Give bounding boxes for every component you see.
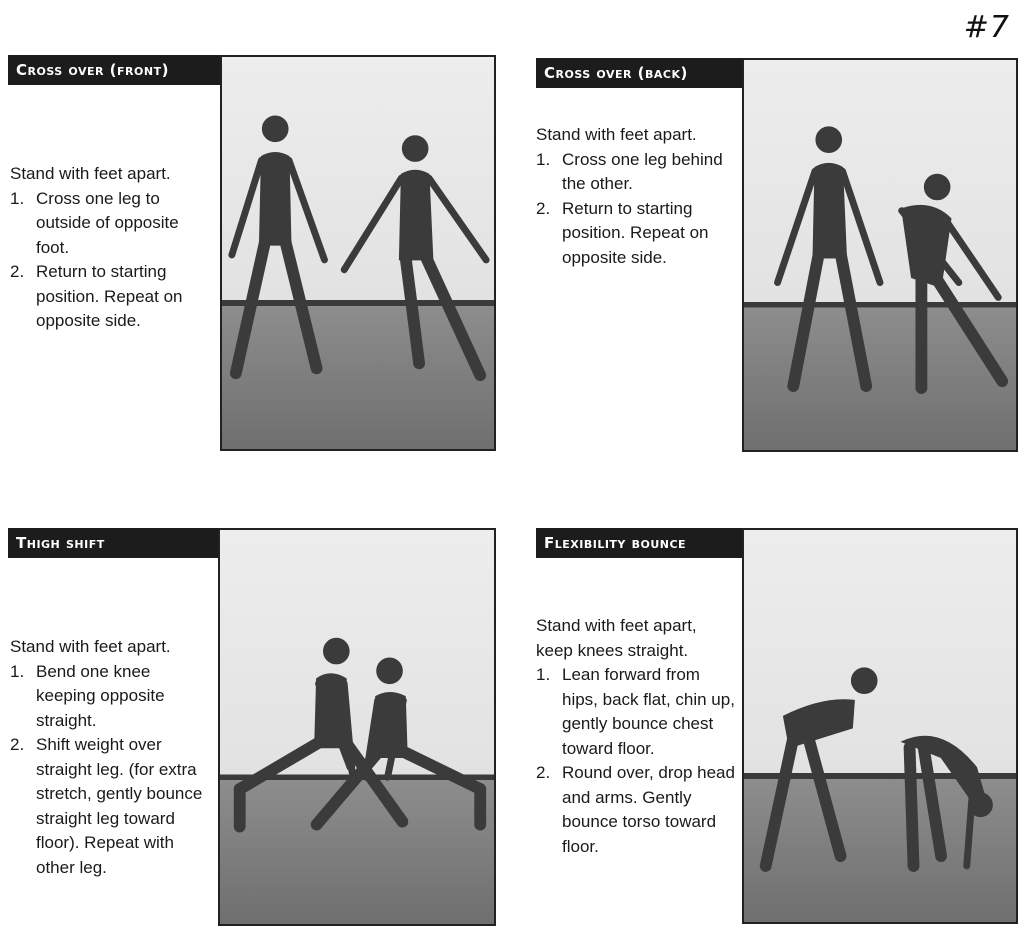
step-text: Return to starting position. Repeat on opposite side. xyxy=(562,198,709,267)
exercise-step xyxy=(10,660,210,734)
step-text: Cross one leg to outside of opposite foot. xyxy=(36,188,179,257)
step-number: 2. xyxy=(10,735,25,754)
exercise-description xyxy=(10,635,210,880)
step-text: Cross one leg behind the other. xyxy=(562,149,723,193)
exercise-intro: Stand with feet apart. xyxy=(10,164,171,183)
step-number: 1. xyxy=(536,665,551,684)
figures-illustration xyxy=(744,530,1016,922)
exercise-intro: Stand with feet apart. xyxy=(536,125,697,144)
page-number: #7 xyxy=(963,10,1010,45)
exercise-photo xyxy=(218,528,496,926)
figures-illustration xyxy=(220,530,494,924)
exercise-title: Flexibility bounce xyxy=(536,528,786,558)
exercise-title: Cross over (back) xyxy=(536,58,786,88)
exercise-steps xyxy=(10,187,212,334)
exercise-photo xyxy=(742,58,1018,452)
exercise-photo xyxy=(220,55,496,451)
exercise-step xyxy=(536,148,736,197)
step-text: Bend one knee keeping opposite straight. xyxy=(36,661,165,730)
step-text: Lean forward from hips, back flat, chin up, gently bounce chest toward floor. xyxy=(562,665,735,758)
figures-illustration xyxy=(744,60,1016,450)
exercise-description xyxy=(536,123,736,270)
exercise-step xyxy=(10,260,212,334)
exercise-step xyxy=(536,197,736,271)
step-number: 2. xyxy=(536,198,551,218)
exercise-steps xyxy=(536,663,736,859)
exercise-steps xyxy=(536,148,736,271)
step-number: 2. xyxy=(536,763,551,782)
exercise-description xyxy=(10,162,212,334)
figures-illustration xyxy=(222,57,494,449)
step-number: 1. xyxy=(10,188,25,208)
exercise-title: Cross over (front) xyxy=(8,55,264,85)
exercise-step xyxy=(10,733,210,880)
exercise-step xyxy=(10,187,212,261)
exercise-step xyxy=(536,663,736,761)
step-text: Return to starting position. Repeat on opposite side. xyxy=(36,262,183,330)
step-number: 1. xyxy=(10,661,25,681)
step-number: 1. xyxy=(536,149,551,169)
step-text: Round over, drop head and arms. Gently bounce torso toward floor. xyxy=(562,763,735,856)
exercise-intro: Stand with feet apart. xyxy=(10,637,171,656)
exercise-intro: Stand with feet apart, keep knees straight. xyxy=(536,616,697,660)
step-text: Shift weight over straight leg. (for extra stretch, gently bounce straight leg toward floor). Repeat with other leg. xyxy=(36,735,203,877)
exercise-steps xyxy=(10,660,210,881)
exercise-step xyxy=(536,761,736,859)
exercise-description xyxy=(536,614,736,859)
exercise-title: Thigh shift xyxy=(8,528,262,558)
step-number: 2. xyxy=(10,262,25,281)
exercise-photo xyxy=(742,528,1018,924)
